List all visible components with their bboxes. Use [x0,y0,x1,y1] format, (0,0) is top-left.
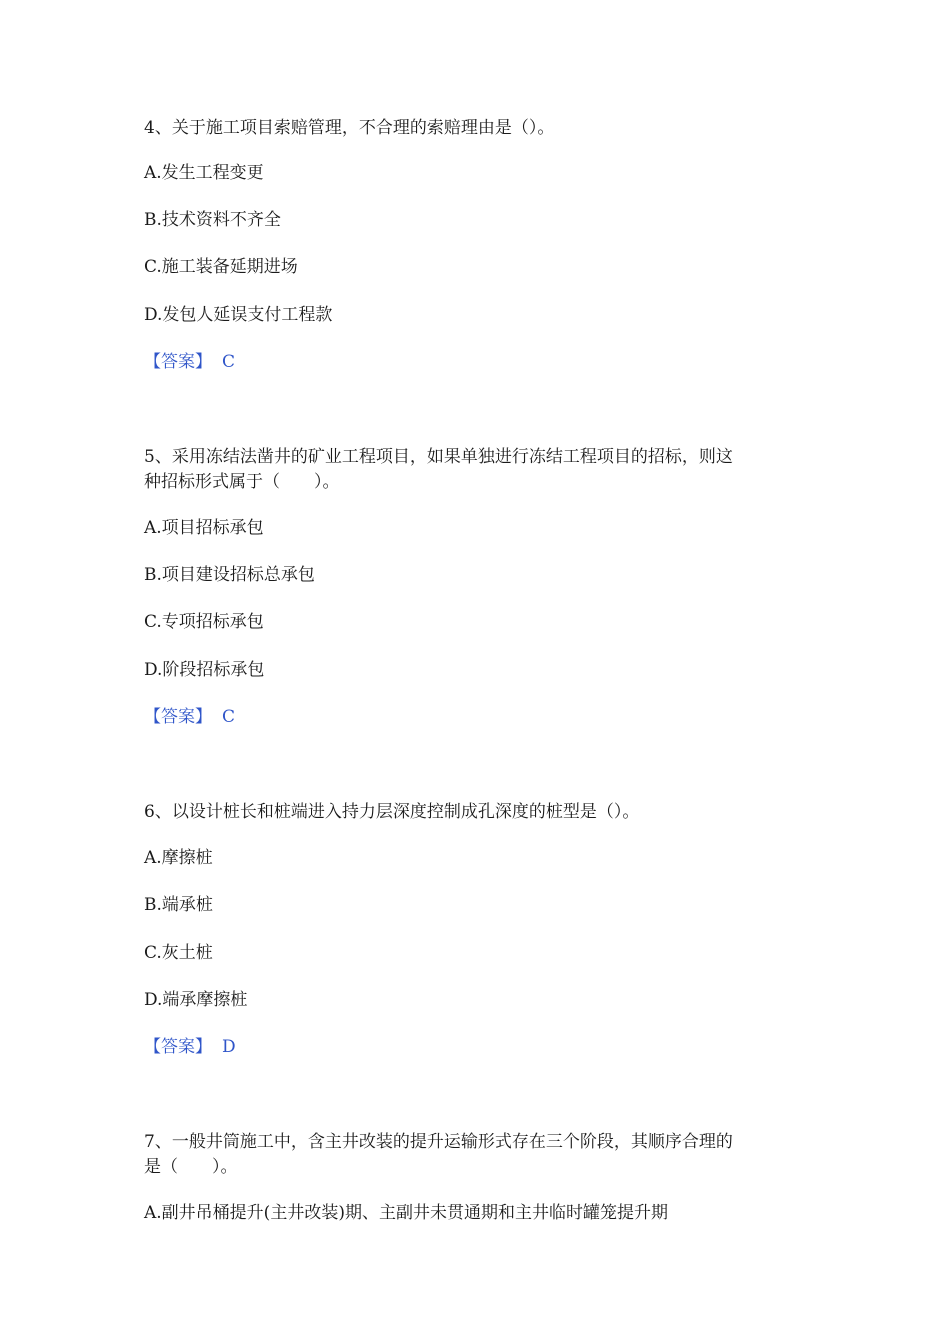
question-4-option-c: C.施工装备延期进场 [144,257,298,277]
question-5-option-b: B.项目建设招标总承包 [144,565,315,585]
answer-label: 【答案】 [144,1037,212,1057]
question-7-option-a: A.副井吊桶提升(主井改装)期、主副井未贯通期和主井临时罐笼提升期 [144,1203,668,1223]
answer-value: D [222,1037,236,1057]
question-7-stem-line-2: 是（ ）。 [144,1157,238,1177]
question-6-answer [144,1035,236,1059]
question-5-stem-line-1: 5、采用冻结法凿井的矿业工程项目，如果单独进行冻结工程项目的招标，则这 [144,447,733,467]
question-6-stem: 6、以设计桩长和桩端进入持力层深度控制成孔深度的桩型是（）。 [144,802,640,822]
question-5-option-d: D.阶段招标承包 [144,660,265,680]
answer-value: C [222,352,236,372]
answer-label: 【答案】 [144,352,212,372]
question-6-option-b: B.端承桩 [144,895,213,915]
question-4-stem: 4、关于施工项目索赔管理，不合理的索赔理由是（）。 [144,118,555,138]
question-5-option-a: A.项目招标承包 [144,518,264,538]
question-5-option-c: C.专项招标承包 [144,612,264,632]
question-6-option-a: A.摩擦桩 [144,848,213,868]
question-7-stem-line-1: 7、一般井筒施工中，含主井改装的提升运输形式存在三个阶段，其顺序合理的 [144,1132,733,1152]
question-5-answer [144,705,235,729]
question-4-answer [144,350,235,374]
answer-value: C [222,707,236,727]
answer-label: 【答案】 [144,707,212,727]
question-4-option-d: D.发包人延误支付工程款 [144,305,333,325]
question-5-stem-line-2: 种招标形式属于（ ）。 [144,472,340,492]
question-4-option-b: B.技术资料不齐全 [144,210,281,230]
question-6-option-d: D.端承摩擦桩 [144,990,248,1010]
question-4-option-a: A.发生工程变更 [144,163,264,183]
question-6-option-c: C.灰土桩 [144,943,213,963]
